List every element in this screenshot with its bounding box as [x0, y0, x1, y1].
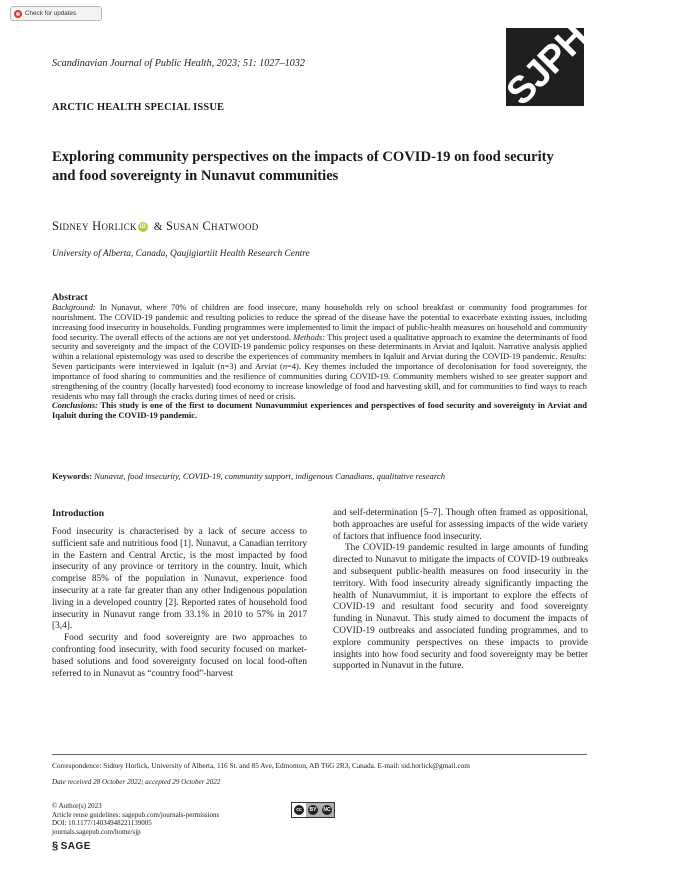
background-text: In Nunavut, where 70% of children are food insecure, many households rely on school breakfast or community food programmes for nourishment. The COVID-19 pandemic and resulting policies to reduce the spread of the disease have the potential to exacerbate existing issues, including increasing food insecurity in households. Funding programmes were implemented to limit the impact of public-health measures on household and community food security. The overall effects of the actions are not yet understood. [52, 302, 587, 342]
by-icon: BY [306, 803, 320, 817]
results-label: Results: [559, 351, 587, 362]
author-separator: & [150, 220, 166, 233]
intro-paragraph-3: and self-determination [5–7]. Though often framed as oppositional, both approaches are useful for assessing impacts of the wide variety of factors that influence food insecurity. [333, 508, 588, 542]
publication-footer [52, 802, 219, 836]
keywords [52, 471, 445, 481]
abstract-heading: Abstract [52, 292, 88, 303]
author-line [52, 219, 259, 234]
introduction-heading: Introduction [52, 508, 105, 519]
column-right [333, 508, 588, 673]
author-1[interactable]: Sidney Horlick [52, 219, 137, 233]
conclusions-label: Conclusions: [52, 400, 98, 411]
footer-divider [52, 754, 587, 755]
cc-by-nc-icon[interactable] [291, 802, 335, 818]
journal-citation: Scandinavian Journal of Public Health, 2023; 51: 1027–1032 [52, 58, 305, 69]
intro-paragraph-2: Food security and food sovereignty are two approaches to confronting food insecurity, with food security focused on market-based solutions and food sovereignty focused on local food-often referred to in Nunavut as “country food”-harvest [52, 633, 307, 679]
intro-paragraph-1: Food insecurity is characterised by a lack of secure access to sufficient safe and nutritious food [1]. Nunavut, a Canadian territory in the Eastern and Central Arctic, is the most impacted by food insecurity of any province or territory in the country. Inuit, which comprise 85% of the population in Nunavut, experience food insecurity at a rate far greater than any other Indigenous population living in a developed country [2]. Reported rates of household food insecurity in Nunavut range from 33.1% in 2010 to 57% in 2017 [3,4]. [52, 527, 307, 632]
copyright: © Author(s) 2023 [52, 802, 102, 810]
journal-url-link[interactable]: journals.sagepub.com/home/sjp [52, 827, 141, 836]
author-2[interactable]: Susan Chatwood [166, 219, 259, 233]
affiliation: University of Alberta, Canada, Qaujigiartiit Health Research Centre [52, 249, 310, 259]
journal-logo-text: SJPH [498, 16, 596, 114]
keywords-label: Keywords: [52, 471, 93, 481]
methods-text: This project used a qualitative approach to examine the determinants of food security and sovereignty and the impact of the COVID-19 pandemic policy responses on these determinants in Arviat and Iqaluit. Narrative analysis applied within a relational epistemology was used to describe the experiences of community members in Iqaluit and Arviat during the COVID-19 pandemic. [52, 331, 588, 362]
doi-link[interactable]: DOI: 10.1177/14034948221139005 [52, 819, 152, 828]
correspondence: Correspondence: Sidney Horlick, University of Alberta, 116 St. and 85 Ave, Edmonton, AB T6G 2R3, Canada. E-mail: sid.horlick@gmail.com [52, 761, 470, 770]
nc-icon: NC [320, 803, 334, 817]
abstract-body [52, 303, 587, 421]
methods-label: Methods: [293, 331, 326, 342]
check-for-updates-badge[interactable] [10, 6, 102, 21]
results-text-a: Seven participants were interviewed in Iqaluit ( [52, 361, 221, 372]
keywords-list: Nunavut, food insecurity, COVID-19, community support, indigenous Canadians, qualitative research [94, 471, 445, 481]
publisher-name: SAGE [60, 840, 91, 852]
cc-icon: cc [292, 803, 306, 817]
article-title: Exploring community perspectives on the impacts of COVID-19 on food security and food sovereignty in Nunavut communities [52, 149, 554, 184]
journal-logo [498, 16, 596, 114]
n-label-2: n [282, 361, 288, 372]
results-text-c: =4). Key themes included the importance of decolonisation for food sovereignty, the importance of food sharing to communities and the resilience of communities during COVID-19. Community members wished to see greater support and strengthening of the country (locally harvested) food economy to increase knowledge of food and harvesting skill, and for communities to find ways to reach residents who may fall through the cracks during times of need or crisis. [52, 361, 587, 401]
column-left [52, 508, 307, 680]
received-dates: Date received 28 October 2022; accepted 29 October 2022 [52, 778, 221, 786]
orcid-icon[interactable]: iD [139, 223, 147, 230]
n-label-1: n [220, 361, 225, 372]
background-label: Background: [52, 302, 96, 312]
intro-paragraph-4: The COVID-19 pandemic resulted in large amounts of funding directed to Nunavut to mitigate the impacts of COVID-19 outbreaks and subsequent public-health measures on food insecurity in the territory. With food insecurity already significantly impacting the health of Nunavummiut, it is important to explore the effects of COVID-19 and resultant food security and food sovereignty funding in Nunavut. This study aimed to document the impacts of COVID-19 outbreaks and associated funding programmes, and to explore community perspectives on these impacts to provide insights into how food security and food sovereignty may be better supported in Nunavut in the future. [333, 543, 588, 672]
publisher-logo [52, 840, 91, 852]
issue-label: ARCTIC HEALTH SPECIAL ISSUE [52, 102, 225, 113]
conclusions-text: This study is one of the first to document Nunavummiut experiences and perspectives of food security and sovereignty in Arviat and Iqaluit during the COVID-19 pandemic. [52, 400, 587, 421]
results-text-b: =3) and Arviat ( [224, 361, 283, 372]
sage-icon: § [52, 840, 59, 852]
check-for-updates-label: Check for updates [25, 10, 77, 17]
abstract [52, 292, 587, 421]
reuse-guidelines-link[interactable]: Article reuse guidelines: sagepub.com/journals-permissions [52, 810, 220, 819]
crossmark-icon [14, 10, 22, 18]
